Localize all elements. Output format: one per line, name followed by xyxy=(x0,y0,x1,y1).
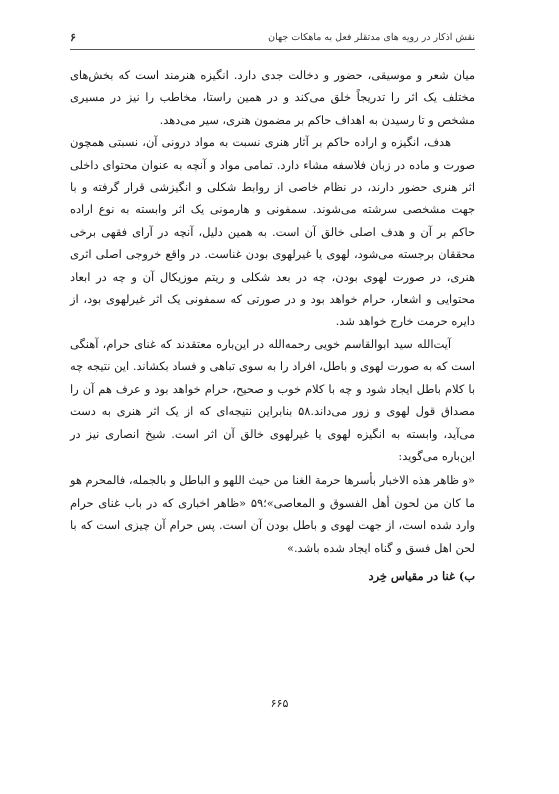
body-text xyxy=(70,64,475,587)
page-number: ۶۶۵ xyxy=(270,697,289,710)
paragraph-3: آیت‌الله سید ابوالقاسم خویی رحمه‌الله در این‌باره معتقدند که غنای حرام، آهنگی است که به صورت لهوی و باطل، افراد را به سوی تباهی و فساد بکشاند. این نتیجه چه با کلام باطل ایجاد شود و چه با کلام خوب و صحیح، حرام خواهد بود و عرف هم آن را مصداق قول لهوی و زور می‌داند.۵۸ بنابراین نتیجه‌ای که از یک اثر هنری به دست می‌آید، وابسته به انگیزه لهوی یا غیرلهوی خالق آن اثر است. شیخ انصاری نیز در این‌باره می‌گوید: xyxy=(70,336,476,463)
section-subheading: ب) غنا در مقیاس خِرد xyxy=(368,568,475,583)
header-title: نقش اذکار در رویه های مدتقلر فعل به ماهکات جهان xyxy=(268,32,475,43)
paragraph-1: میان شعر و موسیقی، حضور و دخالت جدی دارد. انگیزه هنرمند است که بخش‌های مختلف یک اثر را تدریجاً خلق می‌کند و در همین راستا، مخاطب را نیز در مسیری مشخص و تا رسیدن به اهداف حاکم بر مضمون هنری، سیر می‌دهد. xyxy=(70,68,475,127)
header-rule xyxy=(70,49,475,50)
quotation-paragraph: «و ظاهر هذه الاخبار بأسرها حرمة الغنا من حیث اللهو و الباطل و بالجمله، فالمحرم هو ما کان من لحون أهل الفسوق و المعاصی»؛۵۹ «ظاهر اخباری که در باب غنای حرام وارد شده است، از جهت لهوی و باطل بودن آن است. پس حرام آن چیزی است که با لحن اهل فسق و گناه ایجاد شده باشد.» xyxy=(70,473,476,555)
running-header xyxy=(70,30,475,46)
paragraph-2: هدف، انگیزه و اراده حاکم بر آثار هنری نسبت به مواد درونی آن، نسبتی همچون صورت و ماده در زبان فلاسفه مشاء دارد. تمامی مواد و آنچه به عنوان محتوای داخلی اثر هنری حضور دارند، در نظام خاصی از روابط شکلی و انگیزشی قرار گرفته و با جهت مشخصی سرشته می‌شوند. سمفونی و هارمونی یک اثر وابسته به نوع اراده حاکم بر آن و هدف اصلی خالق آن است. به همین دلیل، آنچه در آرای فقهی برخی محققان برجسته می‌شود، لهوی یا غیرلهوی بودن غناست. در واقع خروجی اصلی اثری هنری، در صورت لهوی بودن، چه در بعد شکلی و ریتم موزیکال آن و چه در ابعاد محتوایی و اشعار، حرام خواهد بود و در صورتی که سمفونی یک اثر غیرلهوی بود، از دایره حرمت خارج خواهد شد. xyxy=(70,135,475,329)
header-page-marker: ۶ xyxy=(70,31,76,44)
